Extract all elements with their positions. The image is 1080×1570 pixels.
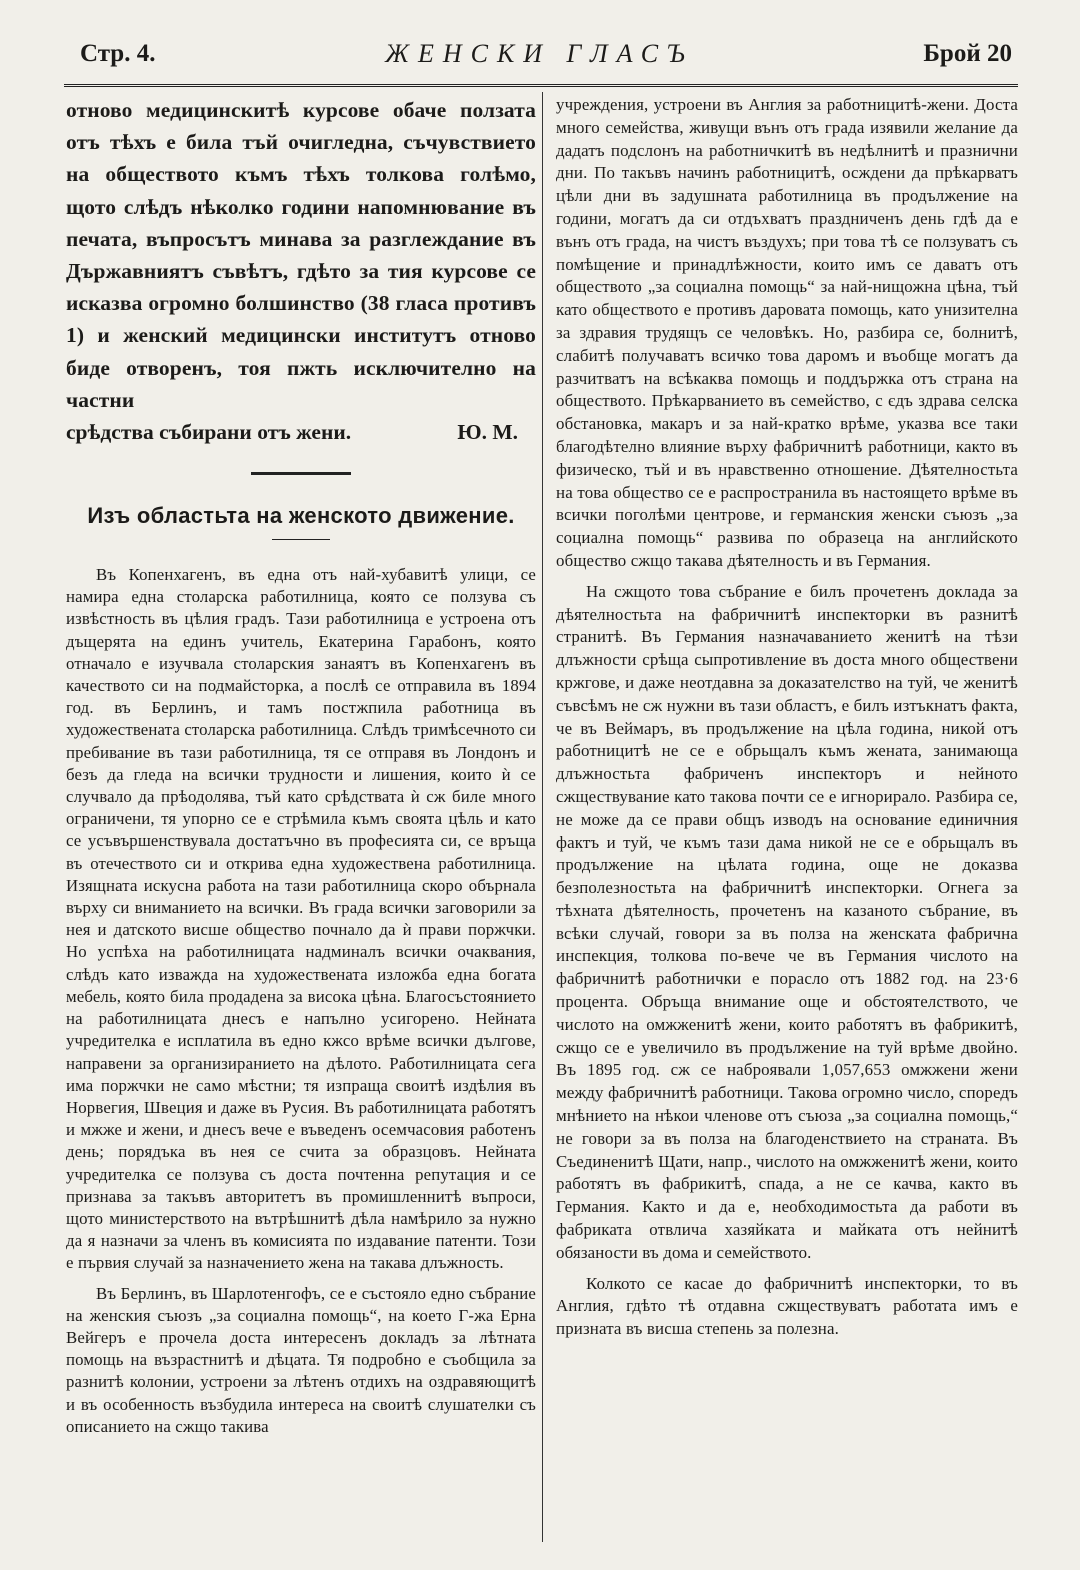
right-column	[556, 94, 1018, 1341]
paragraph-england-inspectors: Колкото се касае до фабричнитѣ инспекторки, то въ Англия, гдѣто тѣ отдавна сжществуватъ работата имъ е призната въ висша степень за полезна.	[556, 1273, 1018, 1339]
newspaper-title: ЖЕНСКИ ГЛАСЪ	[385, 39, 694, 68]
left-column	[66, 94, 536, 1438]
paragraph-england-institutions: учреждения, устроени въ Англия за работницитѣ-жени. Доста много семейства, живущи вънъ отъ града изявили желание да дадатъ подслонъ на работничкитѣ въ недѣлнитѣ и празнични дни. По такъвъ начинъ работницитѣ, осждени да прѣкарватъ цѣли дни въ задушната работилница въ продължение на години, могатъ да си отдъхватъ праздниченъ день гдѣ да е вънъ отъ града, на чистъ въздухъ; при това тѣ се ползуватъ съ помѣщение и принадлѣжности, които имъ се даватъ отъ обществото „за социална помощь“ за най-нищожна цѣна, тъй като обществото е противъ даровата помощь, като унизителна за здравия трудящъ се человѣкъ. Но, разбира се, болнитѣ, слабитѣ получаватъ всичко това даромъ и въобще могатъ да разчитватъ на всѣкаква помощь и поддържка отъ страна на обществото. Прѣкарванието въ семейство, с єдъ здрава селска обстановка, макаръ и за най-кратко врѣме, указва все таки благодѣтелно влияние върху фабричнитѣ работници, както въ физическо, тъй и въ нравственно отношение. Дѣятелностьта на това общество се е распространила въ настоящето врѣме въ всички поголѣми центрове, и германския женски съюзъ „за социална помощь“ развива по образеца на английското общество сжщо такава дѣятелность и въ Германия.	[556, 95, 1018, 570]
paragraph-berlin: Въ Берлинъ, въ Шарлотенгофъ, се е състояло едно събрание на женския съюзъ „за социална помощь“, на което Г-жа Ерна Вейгеръ е прочела доста интересенъ докладъ за лѣтната помощь на възрастнитѣ и дѣцата. Тя подробно е съобщила за разнитѣ колонии, устроени за лѣтенъ отдихъ на оздравяющитѣ и въ особенность възбудила интереса на своитѣ слушателки съ описанието на сжщо такива	[66, 1283, 536, 1436]
page-header	[80, 34, 1012, 74]
section-title: Изъ областьта на женското движение.	[87, 503, 515, 529]
article-ending	[66, 416, 536, 448]
paragraph-copenhagen: Въ Копенхагенъ, въ една отъ най-хубавитѣ улици, се намира една столарска работилница, която се ползува съ извѣстность въ цѣлия градъ. Тази работилница е устроена отъ дъщерята на единъ учитель, Екатерина Гарабонъ, която отначало е изучвала столарския занаятъ въ Копенхагенъ въ качеството си на подмайсторка, а послѣ се отправила въ 1894 год. въ Берлинъ, и тамъ постжпила работница въ художествената столарска работилница. Слѣдъ тримѣсечното си пребивание въ тази работилница, тя се отправя въ Лондонъ и безъ да гледа на всички трудности и лишения, които ѝ се случвало да прѣодолява, тъй като срѣдствата ѝ сж биле много ограничени, тя упорно се е стрѣмила къмъ своята цѣль и като се усъвършенствувала достатъчно въ професията си, се връща въ отечеството си и открива една художествена работилница. Изящната искусна работа на тази работилница скоро обърнала върху си вниманието на всички. Въ града всички заговорили за нея и датското висше общество почнало да ѝ прави поржчки. Но успѣха на работилницата надминалъ всички очаквания, слѣдъ като изважда на художествената изложба една богата мебель, която била продадена за висока цѣна. Благосъстоянието на работилницата днесъ е напълно усигорено. Нейната учредителка е исплатила въ едно кжсо врѣме всички дългове, направени за организиранието на дѣлото. Работилницата сега има поржчки не само мѣстни; тя изпраща своитѣ издѣлия въ Норвегия, Швеция и даже въ Русия. Въ работилницата работятъ и мжже и жени, и днесъ вече е въведенъ осемчасовия работенъ день; порядъка въ нея се счита за образцовъ. Нейната учредителка се ползува съ доста почтенна репутация и се признава за такъвъ авторитетъ въ промишленнитѣ въпроси, щото министерството на вътрѣшнитѣ дѣла намѣрило за нужно да я назначи за членъ въ комисията по издавание патенти. Този е първия случай за назначението жена на такава длъжность.	[66, 565, 536, 1273]
issue-number: Брой 20	[923, 40, 1012, 67]
article-last-line: срѣдства събирани отъ жени.	[66, 420, 352, 445]
page-number: Стр. 4.	[80, 40, 156, 67]
article-continuation: отново медицинскитѣ курсове обаче ползата отъ тѣхъ е била тъй очигледна, съчувствието на обществото къмъ тѣхъ толкова голѣмо, щото слѣдъ нѣколко години напомнювание въ печата, въпросътъ минава за разглеждание въ Държавниятъ съвѣтъ, гдѣто за тия курсове се исказва огромно болшинство (38 гласа противъ 1) и женский медицински институтъ отново биде отворенъ, тоя пжть исключително на частни	[66, 98, 536, 412]
column-divider	[542, 92, 543, 1542]
header-rule	[64, 84, 1018, 87]
title-underline	[272, 539, 330, 540]
paragraph-factory-inspectors: На сжщото това събрание е билъ прочетенъ доклада за дѣятелностьта на фабричнитѣ инспекторки въ разнитѣ странитѣ. Въ Германия назначаванието женитѣ на тѣзи длъжности срѣща сыпротивление въ доста много обществени кржгове, и даже неотдавна за доказателство на туй, че женитѣ съвсѣмъ не сж нужни въ тази областъ, е билъ изтъкнатъ факта, че въ Веймаръ, въ продължение на цѣла година, никой отъ работницитѣ не се е обрьщалъ къмъ жената, занимающа длъжностьта фабриченъ инспекторъ и нейното сжществувание като такова почти се е игнорирало. Разбира се, не може да се прави общъ изводъ на основание единичния фактъ и туй, че къмъ тази дама никой не се е обрьщалъ въ продължение на цѣлата година, още не доказва безполезностьта на фабричнитѣ инспекторки. Огнега за тѣхната дѣятелность, прочетенъ на казаното събрание, въ всѣки случай, говори за въ полза на женската фабрична инспекция, толкова по-вече че въ Германия числото на фабричнитѣ работнички е порасло отъ 1882 год. на 23·6 процента. Обръща внимание още и обстоятелството, че числото на омжженитѣ жени, които работятъ въ фабрикитѣ, сжщо се е увеличило въ продължение на туй врѣме двойно. Въ 1895 год. сж се наброявали 1,057,653 омжжени жени между фабричнитѣ работници. Такова огромно число, споредъ мнѣнието на нѣкои членове отъ съюза „за социална помощь,“ не говори за въ полза на благоденствието на страната. Въ Съединенитѣ Щати, напр., числото на омжженитѣ жени, които работятъ въ фабрикитѣ, спада, а не се качва, както въ Германия. Както и да е, необходимостьта да работи въ фабриката отвлича хазяйката и майката отъ нейнитѣ обязаности въ дома и семейството.	[556, 581, 1018, 1262]
article-divider	[251, 472, 351, 475]
author-signature: Ю. М.	[457, 420, 518, 445]
